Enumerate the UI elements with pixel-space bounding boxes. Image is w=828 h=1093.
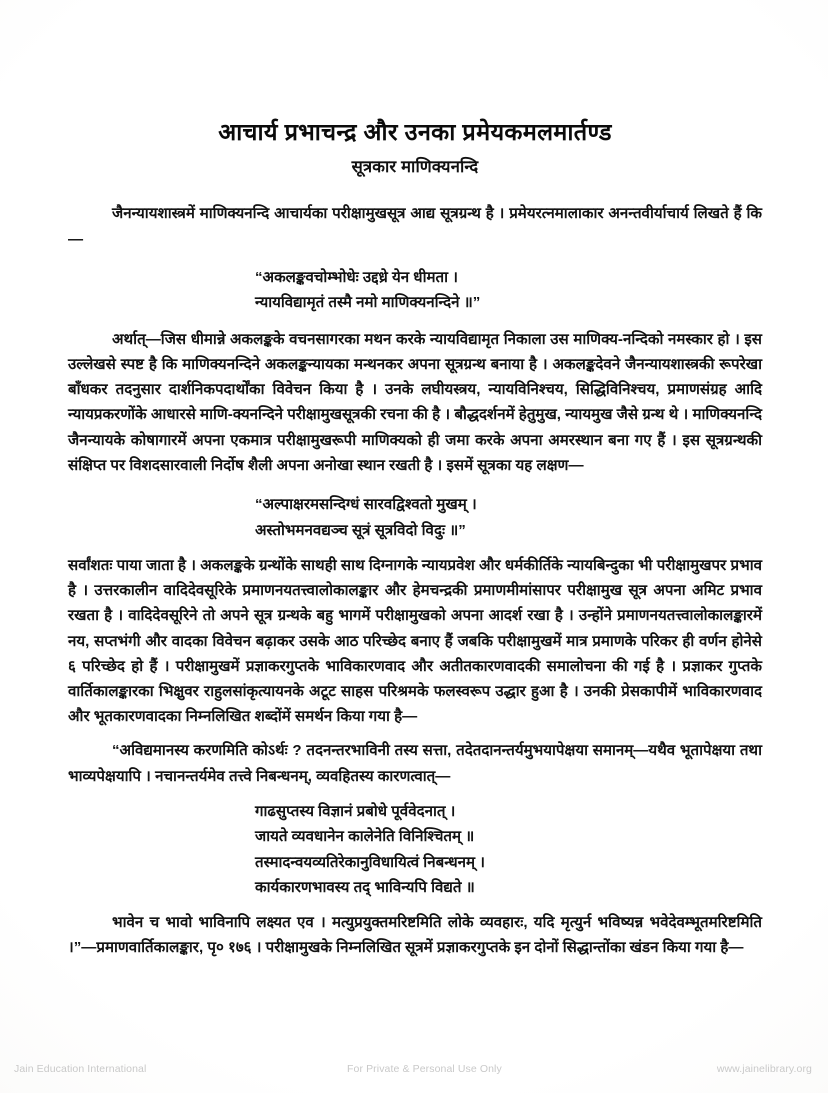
title-block xyxy=(68,118,762,177)
paragraph-intro: जैनन्यायशास्त्रमें माणिक्यनन्दि आचार्यका परीक्षामुखसूत्र आद्य सूत्रग्रन्थ है । प्रमेयरत्नमालाकार अनन्तवीर्याचार्य लिखते हैं कि— xyxy=(68,205,762,248)
verse-line: गाढसुप्तस्य विज्ञानं प्रबोधे पूर्ववेदनात् । xyxy=(255,802,456,820)
paragraph-avidyamanasya: “अविद्यमानस्य करणमिति कोऽर्थः ? तदनन्तरभाविनी तस्य सत्ता, तदेतदानन्तर्यमुभयापेक्षया समानम्—यथैव भूतापेक्षया तथा भाव्यपेक्षयापि । नचानन्तर्यमेव तत्त्वे निबन्धनम्, व्यवहितस्य कारणत्वात्— xyxy=(68,742,762,785)
verse-line: “अकलङ्कवचोम्भोधेः उद्दध्रे येन धीमता । xyxy=(255,268,458,286)
verse-block-akalanka xyxy=(68,265,762,316)
verse-line: “अल्पाक्षरमसन्दिग्धं सारवद्विश्वतो मुखम् । xyxy=(255,496,477,513)
document-content xyxy=(68,0,762,960)
verse-line: अस्तोभमनवद्यञ्च सूत्रं सूत्रविदो विदुः ॥” xyxy=(255,521,466,539)
verse-line: कार्यकारणभावस्य तद् भाविन्यपि विद्यते ॥ xyxy=(255,879,475,897)
verse-line: तस्मादन्वयव्यतिरेकानुविधायित्वं निबन्धनम् । xyxy=(255,853,485,871)
page-title: आचार्य प्रभाचन्द्र और उनका प्रमेयकमलमार्तण्ड xyxy=(218,119,612,145)
page-footer xyxy=(0,1063,828,1083)
footer-usage-notice: For Private & Personal Use Only xyxy=(347,1063,502,1075)
verse-block-gadhasuptasya xyxy=(68,799,762,901)
verse-block-sutra-lakshana xyxy=(68,492,762,543)
verse-line: न्यायविद्यामृतं तस्मै नमो माणिक्यनन्दिने ॥” xyxy=(255,294,481,312)
paragraph-bhaven: भावेन च भावो भाविनापि लक्ष्यत एव । मत्युप्रयुक्तमरिष्टमिति लोके व्यवहारः, यदि मृत्युर्न भविष्यन्न भवेदेवम्भूतमरिष्टमिति ।”—प्रमाणवार्तिकालङ्कार, पृ० १७६ । परीक्षामुखके निम्नलिखित सूत्रमें प्रज्ञाकरगुप्तके इन दोनों सिद्धान्तोंका खंडन किया गया है— xyxy=(68,913,762,957)
footer-website: www.jainelibrary.org xyxy=(716,1063,812,1075)
page-subtitle: सूत्रकार माणिक्यनन्दि xyxy=(351,158,479,177)
paragraph-sarvanshatah: सर्वांशतः पाया जाता है । अकलङ्कके ग्रन्थोंके साथही साथ दिग्नागके न्यायप्रवेश और धर्मकीर्तिके न्यायबिन्दुका भी परीक्षामुखपर प्रभाव है । उत्तरकालीन वादिदेवसूरिके प्रमाणनयतत्त्वालोकालङ्कार और हेमचन्द्रकी प्रमाणमीमांसापर परीक्षामुख सूत्र अपना अमिट प्रभाव रखता है । वादिदेवसूरिने तो अपने सूत्र ग्रन्थके बहु भागमें परीक्षामुखको अपना आदर्श रखा है । उन्होंने प्रमाणनयतत्त्वालोकालङ्कारमें नय, सप्तभंगी और वादका विवेचन बढ़ाकर उसके आठ परिच्छेद बनाए हैं जबकि परीक्षामुखमें मात्र प्रमाणके परिकर ही वर्णन होनेसे ६ परिच्छेद हो हैं । परीक्षामुखमें प्रज्ञाकरगुप्तके भाविकारणवाद और अतीतकारणवादकी समालोचना की गई है । प्रज्ञाकर गुप्तके वार्तिकालङ्कारका भिक्षुवर राहुलसांकृत्यायनके अटूट साहस परिश्रमके फलस्वरूप उद्धार हुआ है । उनकी प्रेसकापीमें भाविकारणवाद और भूतकारणवादका निम्नलिखित शब्दोंमें समर्थन किया गया है— xyxy=(68,557,762,726)
footer-organization: Jain Education International xyxy=(14,1063,147,1075)
paragraph-arthat: अर्थात्—जिस धीमान्ने अकलङ्कके वचनसागरका मथन करके न्यायविद्यामृत निकाला उस माणिक्य-नन्दिको नमस्कार हो । इस उल्लेखसे स्पष्ट है कि माणिक्यनन्दिने अकलङ्कन्यायका मन्थनकर अपना सूत्रग्रन्थ बनाया है । अकलङ्कदेवने जैनन्यायशास्त्रकी रूपरेखा बाँधकर तदनुसार दार्शनिकपदार्थोंका विवेचन किया है । उनके लघीयस्त्रय, न्यायविनिश्चय, सिद्धिविनिश्चय, प्रमाणसंग्रह आदि न्यायप्रकरणोंके आधारसे माणि-क्यनन्दिने परीक्षामुखसूत्रकी रचना की है । बौद्धदर्शनमें हेतुमुख, न्यायमुख जैसे ग्रन्थ थे । माणिक्यनन्दि जैनन्यायके कोषागारमें अपना एकमात्र परीक्षामुखरूपी माणिक्यको ही जमा करके अपना अमरस्थान बना गए हैं । इस सूत्रग्रन्थकी संक्षिप्त पर विशदसारवाली निर्दोष शैली अपना अनोखा स्थान रखती है । इसमें सूत्रका यह लक्षण— xyxy=(68,330,762,474)
verse-line: जायते व्यवधानेन कालेनेति विनिश्चितम् ॥ xyxy=(255,828,475,846)
